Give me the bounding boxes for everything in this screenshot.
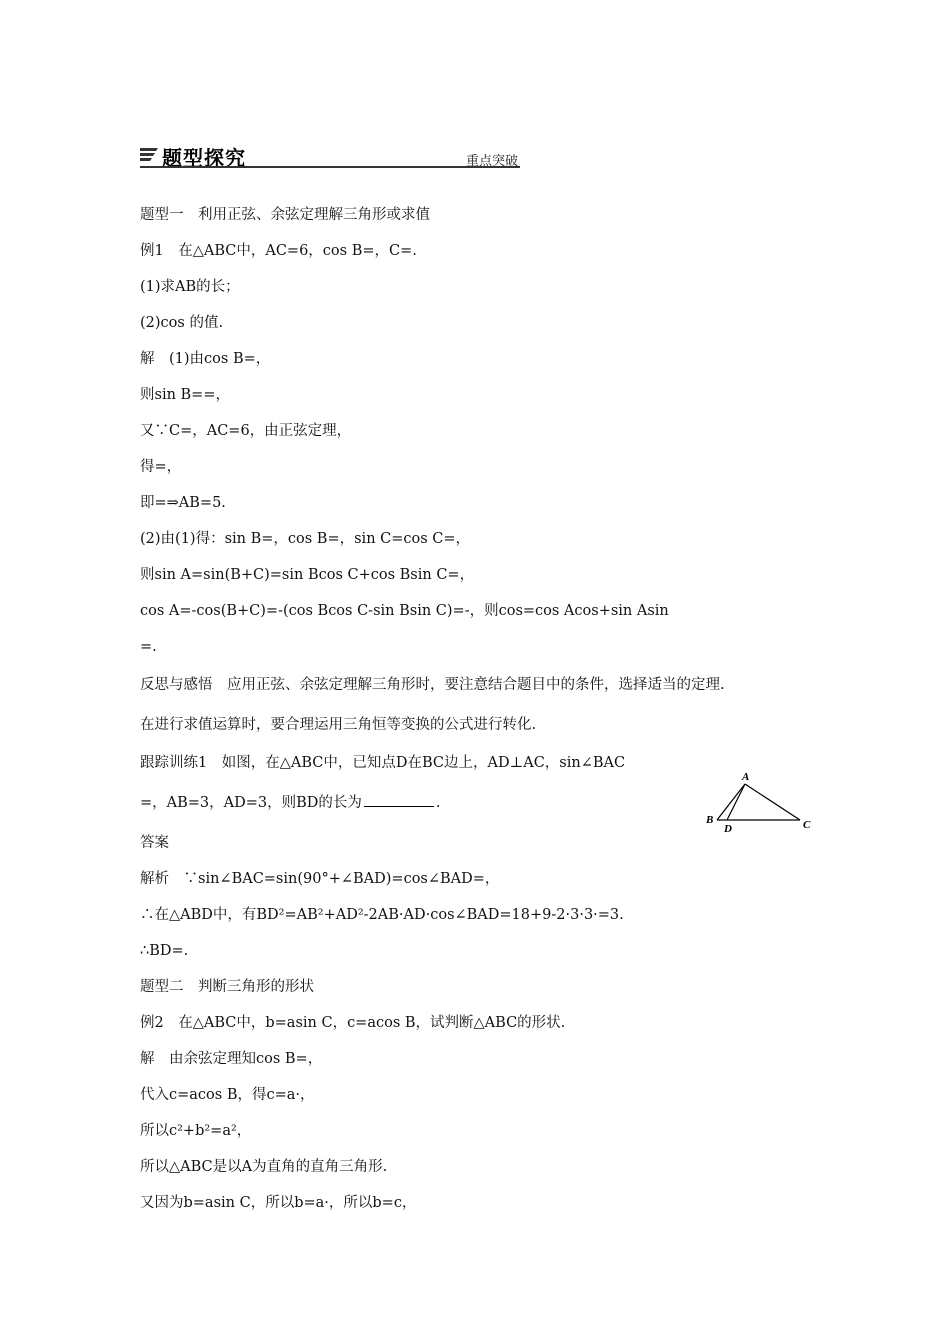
label-c: C xyxy=(803,819,811,831)
example2-solution-2: 代入c=acos B，得c=a·， xyxy=(140,1087,315,1103)
edge-ab xyxy=(717,784,745,820)
solution-line-7: 则sin A=sin(B+C)=sin Bcos C+cos Bsin C=， xyxy=(140,567,475,583)
example2-statement: 例2 在△ABC中，b=asin C，c=acos B，试判断△ABC的形状. xyxy=(140,1015,566,1031)
label-a: A xyxy=(742,771,750,783)
solution-line-9: =. xyxy=(140,639,157,655)
example1-part1: (1)求AB的长； xyxy=(140,279,240,295)
edge-ac xyxy=(745,784,800,820)
practice1-line-2 xyxy=(140,793,441,813)
reflection-line-2: 在进行求值运算时，要合理运用三角恒等变换的公式进行转化. xyxy=(140,717,537,733)
solution-line-1: 解 (1)由cos B=， xyxy=(140,351,271,367)
example1-statement: 例1 在△ABC中，AC=6，cos B=，C=. xyxy=(140,243,417,259)
section-title: 题型探究 xyxy=(162,146,246,170)
triangle-figure xyxy=(700,768,820,834)
section-subtitle: 重点突破 xyxy=(465,154,518,169)
solution-line-8: cos A=-cos(B+C)=-(cos Bcos C-sin Bsin C)=-，则cos=cos Acos+sin Asin xyxy=(140,603,669,619)
practice1-text: =，AB=3，AD=3，则BD的长为 xyxy=(140,795,362,811)
solution-line-3: 又∵C=，AC=6，由正弦定理， xyxy=(140,423,352,439)
answer-blank xyxy=(364,794,434,807)
type2-heading: 题型二 判断三角形的形状 xyxy=(140,979,314,995)
example2-solution-3: 所以c²+b²=a²， xyxy=(140,1123,252,1139)
example2-solution-5: 又因为b=asin C，所以b=a·，所以b=c， xyxy=(140,1195,417,1211)
reflection-line-1: 反思与感悟 应用正弦、余弦定理解三角形时，要注意结合题目中的条件，选择适当的定理. xyxy=(140,677,725,693)
analysis-line-1: 解析 ∵sin∠BAC=sin(90°+∠BAD)=cos∠BAD=， xyxy=(140,871,500,887)
example2-solution-4: 所以△ABC是以A为直角的直角三角形. xyxy=(140,1159,388,1175)
label-d: D xyxy=(724,823,732,834)
analysis-line-2: ∴在△ABD中，有BD²=AB²+AD²-2AB·AD·cos∠BAD=18+9-2·3·3·=3. xyxy=(140,907,624,923)
blank-suffix: . xyxy=(435,795,441,811)
solution-line-4: 得=， xyxy=(140,459,182,475)
section-header xyxy=(140,142,520,168)
analysis-line-3: ∴BD=. xyxy=(140,943,189,959)
example2-solution-1: 解 由余弦定理知cos B=， xyxy=(140,1051,323,1067)
header-rule xyxy=(140,166,520,168)
solution-line-2: 则sin B==， xyxy=(140,387,230,403)
label-b: B xyxy=(706,814,714,826)
practice1-line-1: 跟踪训练1 如图，在△ABC中，已知点D在BC边上，AD⊥AC，sin∠BAC xyxy=(140,755,626,771)
type1-heading: 题型一 利用正弦、余弦定理解三角形或求值 xyxy=(140,207,430,223)
solution-line-5: 即=⇒AB=5. xyxy=(140,495,226,511)
answer-label: 答案 xyxy=(140,835,169,851)
edge-ad xyxy=(727,784,745,820)
solution-line-6: (2)由(1)得：sin B=，cos B=，sin C=cos C=， xyxy=(140,531,471,547)
stripes-icon xyxy=(140,146,158,164)
example1-part2: (2)cos 的值. xyxy=(140,315,224,331)
